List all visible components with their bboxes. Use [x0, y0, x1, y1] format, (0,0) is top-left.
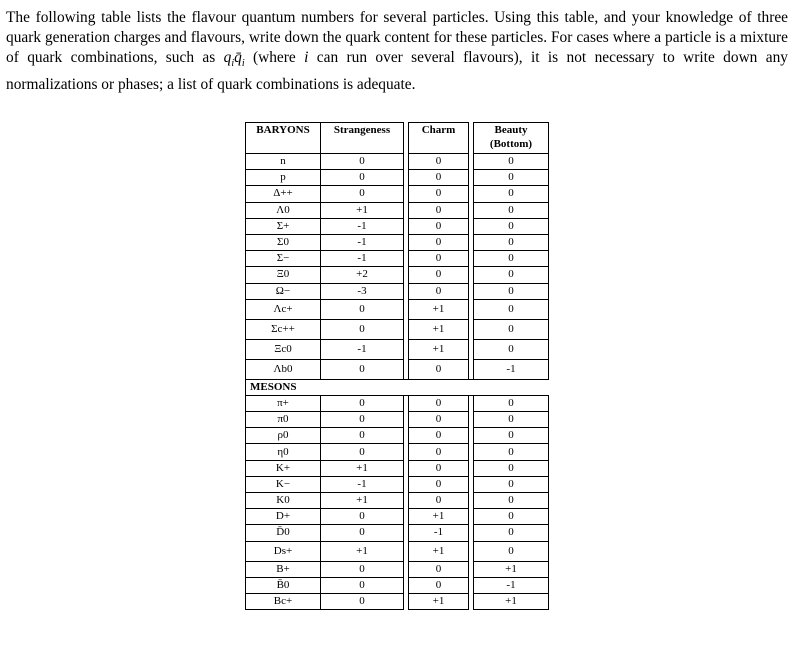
charm-value: 0 — [409, 267, 469, 283]
strangeness-value: 0 — [321, 186, 404, 202]
strangeness-value: 0 — [321, 428, 404, 444]
beauty-value: 0 — [474, 202, 549, 218]
beauty-value: 0 — [474, 493, 549, 509]
baryon-row — [246, 267, 549, 283]
charm-value: +1 — [409, 593, 469, 609]
beauty-value: 0 — [474, 251, 549, 267]
beauty-value: 0 — [474, 154, 549, 170]
beauty-value: -1 — [474, 359, 549, 379]
beauty-value: 0 — [474, 525, 549, 541]
beauty-value: 0 — [474, 476, 549, 492]
strangeness-value: 0 — [321, 170, 404, 186]
baryon-row — [246, 202, 549, 218]
question-part-1: The following table lists the flavour quantum numbers for several particles. Using this table, and your knowledge of three quark generation charges and flavours, write down the quark content for these particles. For cases where a particle is a mixture of quark combinations, such as — [6, 9, 788, 67]
particle-name: Bc+ — [246, 593, 321, 609]
strangeness-value: 0 — [321, 395, 404, 411]
baryon-row — [246, 339, 549, 359]
strangeness-value: +2 — [321, 267, 404, 283]
charm-value: +1 — [409, 319, 469, 339]
charm-value: 0 — [409, 460, 469, 476]
particle-name: π+ — [246, 395, 321, 411]
strangeness-value: 0 — [321, 319, 404, 339]
question-part-2: (where — [244, 49, 305, 67]
baryon-row — [246, 319, 549, 339]
baryon-rows — [246, 154, 549, 380]
charm-value: 0 — [409, 154, 469, 170]
strangeness-value: 0 — [321, 299, 404, 319]
particle-name: Ξ0 — [246, 267, 321, 283]
meson-row — [246, 525, 549, 541]
meson-row — [246, 395, 549, 411]
particle-name: B̄0 — [246, 577, 321, 593]
beauty-value: +1 — [474, 593, 549, 609]
strangeness-value: -1 — [321, 476, 404, 492]
baryon-row — [246, 359, 549, 379]
strangeness-value: +1 — [321, 202, 404, 218]
question-part-3: can run over several flavours), it is not necessary to write down any normalizations or phases; a list of quark combinations is adequate. — [6, 49, 788, 93]
meson-row — [246, 444, 549, 460]
strangeness-value: -1 — [321, 218, 404, 234]
strangeness-value: 0 — [321, 561, 404, 577]
baryon-row — [246, 251, 549, 267]
beauty-value: 0 — [474, 460, 549, 476]
beauty-value: 0 — [474, 186, 549, 202]
charm-value: 0 — [409, 412, 469, 428]
beauty-value: 0 — [474, 319, 549, 339]
baryon-row — [246, 283, 549, 299]
baryon-row — [246, 154, 549, 170]
meson-row — [246, 493, 549, 509]
meson-row — [246, 412, 549, 428]
meson-row — [246, 593, 549, 609]
charm-value: 0 — [409, 577, 469, 593]
particle-name: B+ — [246, 561, 321, 577]
charm-value: 0 — [409, 359, 469, 379]
strangeness-value: 0 — [321, 444, 404, 460]
header-charm: Charm — [409, 123, 469, 154]
beauty-value: 0 — [474, 218, 549, 234]
beauty-value: 0 — [474, 541, 549, 561]
charm-value: 0 — [409, 444, 469, 460]
charm-value: 0 — [409, 283, 469, 299]
mesons-section — [246, 379, 549, 395]
strangeness-value: +1 — [321, 541, 404, 561]
beauty-value: 0 — [474, 395, 549, 411]
mesons-label-row — [246, 379, 549, 395]
charm-value: 0 — [409, 234, 469, 250]
meson-row — [246, 476, 549, 492]
particle-name: K0 — [246, 493, 321, 509]
charm-value: +1 — [409, 299, 469, 319]
beauty-value: 0 — [474, 509, 549, 525]
charm-value: 0 — [409, 428, 469, 444]
particle-name: Λ0 — [246, 202, 321, 218]
particle-name: Λc+ — [246, 299, 321, 319]
strangeness-value: 0 — [321, 154, 404, 170]
strangeness-value: 0 — [321, 593, 404, 609]
particle-name: η0 — [246, 444, 321, 460]
beauty-value: -1 — [474, 577, 549, 593]
beauty-value: 0 — [474, 444, 549, 460]
beauty-value: 0 — [474, 170, 549, 186]
strangeness-value: -3 — [321, 283, 404, 299]
question-text — [6, 8, 788, 95]
strangeness-value: +1 — [321, 460, 404, 476]
baryon-row — [246, 170, 549, 186]
particle-name: Δ++ — [246, 186, 321, 202]
beauty-value: 0 — [474, 283, 549, 299]
charm-value: 0 — [409, 561, 469, 577]
beauty-value: 0 — [474, 299, 549, 319]
formula-q: $q_iq̄_i$ — [223, 49, 245, 70]
baryon-row — [246, 186, 549, 202]
beauty-value: +1 — [474, 561, 549, 577]
particle-name: Σ+ — [246, 218, 321, 234]
charm-value: 0 — [409, 251, 469, 267]
meson-row — [246, 541, 549, 561]
header-beauty: Beauty (Bottom) — [474, 123, 549, 154]
strangeness-value: 0 — [321, 509, 404, 525]
charm-value: 0 — [409, 395, 469, 411]
beauty-value: 0 — [474, 234, 549, 250]
strangeness-value: -1 — [321, 251, 404, 267]
charm-value: 0 — [409, 202, 469, 218]
charm-value: 0 — [409, 170, 469, 186]
strangeness-value: 0 — [321, 577, 404, 593]
charm-value: +1 — [409, 509, 469, 525]
charm-value: +1 — [409, 541, 469, 561]
particle-name: Ds+ — [246, 541, 321, 561]
particle-name: p — [246, 170, 321, 186]
particle-name: Σ0 — [246, 234, 321, 250]
meson-row — [246, 509, 549, 525]
beauty-value: 0 — [474, 267, 549, 283]
table-header-row — [246, 123, 549, 154]
particle-name: D̄0 — [246, 525, 321, 541]
particle-name: Ω− — [246, 283, 321, 299]
meson-row — [246, 428, 549, 444]
meson-row — [246, 460, 549, 476]
strangeness-value: 0 — [321, 359, 404, 379]
strangeness-value: -1 — [321, 339, 404, 359]
charm-value: 0 — [409, 218, 469, 234]
beauty-value: 0 — [474, 412, 549, 428]
particle-name: Λb0 — [246, 359, 321, 379]
particle-name: K+ — [246, 460, 321, 476]
charm-value: 0 — [409, 493, 469, 509]
particle-name: Σc++ — [246, 319, 321, 339]
meson-row — [246, 561, 549, 577]
particle-name: Ξc0 — [246, 339, 321, 359]
strangeness-value: +1 — [321, 493, 404, 509]
meson-row — [246, 577, 549, 593]
strangeness-value: -1 — [321, 234, 404, 250]
flavour-table — [245, 122, 549, 610]
baryon-row — [246, 218, 549, 234]
baryon-row — [246, 234, 549, 250]
header-baryons: BARYONS — [246, 123, 321, 154]
particle-name: Σ− — [246, 251, 321, 267]
charm-value: 0 — [409, 186, 469, 202]
beauty-value: 0 — [474, 428, 549, 444]
variable-i: i — [304, 49, 309, 67]
strangeness-value: 0 — [321, 412, 404, 428]
baryon-row — [246, 299, 549, 319]
meson-rows — [246, 395, 549, 609]
charm-value: +1 — [409, 339, 469, 359]
strangeness-value: 0 — [321, 525, 404, 541]
particle-name: K− — [246, 476, 321, 492]
charm-value: 0 — [409, 476, 469, 492]
particle-name: n — [246, 154, 321, 170]
header-strangeness: Strangeness — [321, 123, 404, 154]
particle-name: D+ — [246, 509, 321, 525]
particle-name: π0 — [246, 412, 321, 428]
charm-value: -1 — [409, 525, 469, 541]
particle-name: ρ0 — [246, 428, 321, 444]
mesons-label: MESONS — [246, 379, 549, 395]
beauty-value: 0 — [474, 339, 549, 359]
